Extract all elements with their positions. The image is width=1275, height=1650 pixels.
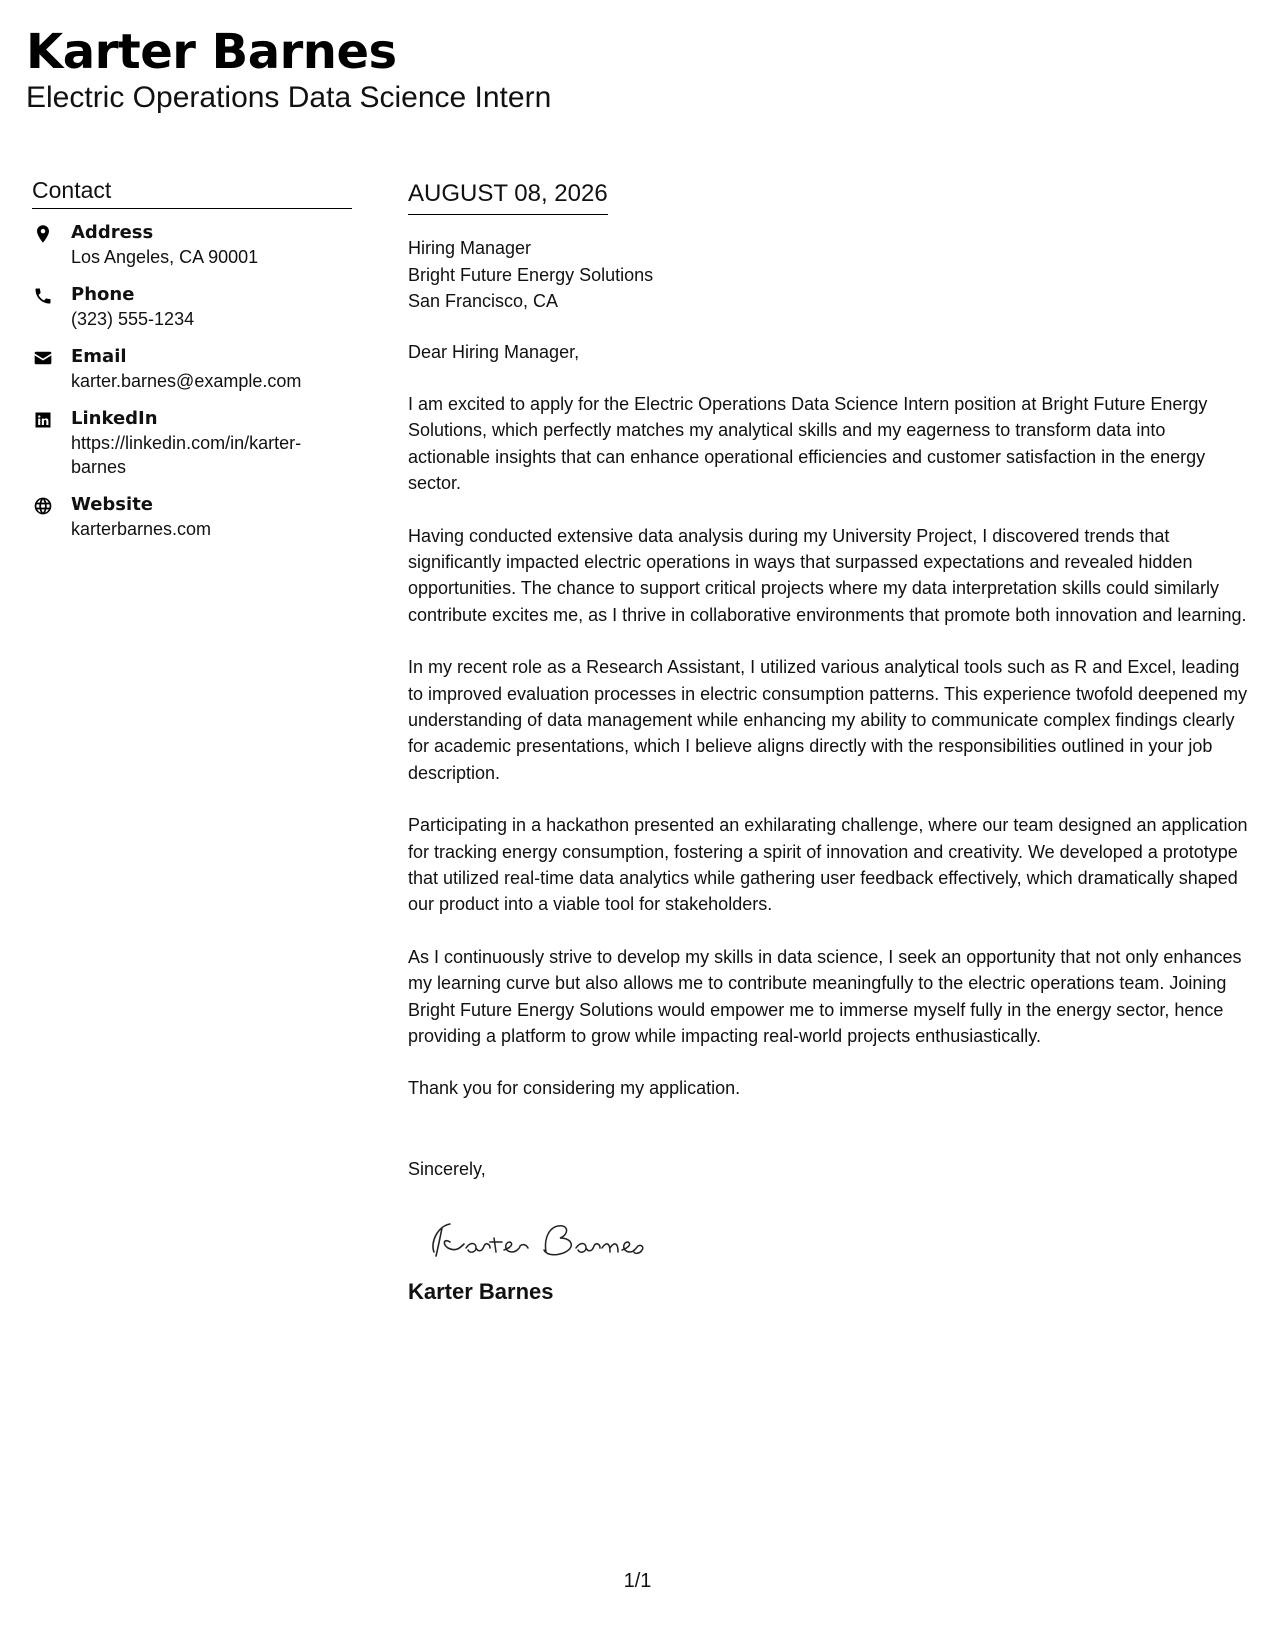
- signer-name: Karter Barnes: [408, 1279, 554, 1305]
- linkedin-link[interactable]: https://linkedin.com/in/karter-barnes: [71, 433, 302, 477]
- letter-paragraph: I am excited to apply for the Electric Operations Data Science Intern position at Bright Future Energy Solutions, which perfectly matches my analytical skills and my eagerness to transform data into actionable insights that can enhance operational efficiencies and customer satisfaction in the energy sector.: [408, 393, 1208, 494]
- applicant-name: Karter Barnes: [26, 24, 397, 80]
- letter-date: AUGUST 08, 2026: [408, 178, 608, 215]
- address-value: Los Angeles, CA 90001: [71, 247, 259, 267]
- email-link[interactable]: karter.barnes@example.com: [71, 371, 302, 391]
- recipient-line: Hiring Manager: [408, 238, 532, 258]
- contact-item-linkedin: [32, 407, 352, 479]
- phone-icon: [32, 285, 54, 307]
- contact-label: Email: [71, 346, 127, 367]
- globe-icon: [32, 495, 54, 517]
- contact-heading: Contact: [32, 176, 352, 209]
- recipient-block: [408, 235, 1248, 315]
- handwritten-signature: [420, 1208, 660, 1268]
- contact-sidebar: [32, 176, 352, 555]
- contact-label: LinkedIn: [71, 408, 158, 429]
- phone-value: (323) 555-1234: [71, 309, 195, 329]
- job-title: Electric Operations Data Science Intern: [26, 81, 552, 114]
- contact-label: Address: [71, 222, 154, 243]
- website-link[interactable]: karterbarnes.com: [71, 519, 212, 539]
- contact-item-phone: [32, 283, 352, 331]
- envelope-icon: [32, 347, 54, 369]
- contact-item-address: [32, 221, 352, 269]
- linkedin-icon: [32, 409, 54, 431]
- contact-label: Phone: [71, 284, 135, 305]
- map-pin-icon: [32, 223, 54, 245]
- letter-paragraph: Participating in a hackathon presented an exhilarating challenge, where our team designed an application for tracking energy consumption, fostering a spirit of innovation and creativity. We developed a prototype that utilized real-time data analytics while gathering user feedback effectively, which dramatically shaped our product into a viable tool for stakeholders.: [408, 815, 1248, 915]
- page-number: 1/1: [623, 1570, 652, 1592]
- contact-label: Website: [71, 494, 154, 515]
- letter-paragraph: In my recent role as a Research Assistant, I utilized various analytical tools such as R and Excel, leading to improved evaluation processes in electric consumption patterns. This experience twofold deepened my understanding of data management while enhancing my ability to communicate complex findings clearly for academic presentations, which I believe aligns directly with the responsibilities outlined in your job description.: [408, 657, 1248, 783]
- salutation: Dear Hiring Manager,: [408, 341, 580, 362]
- contact-item-email: [32, 345, 352, 393]
- recipient-line: San Francisco, CA: [408, 291, 559, 311]
- letter-paragraph: Having conducted extensive data analysis during my University Project, I discovered trends that significantly impacted electric operations in ways that surpassed expectations and revealed hidden opportunities. The chance to support critical projects where my data interpretation skills could similarly contribute excites me, as I thrive in collaborative environments that promote both innovation and learning.: [408, 525, 1247, 625]
- letter-paragraph: As I continuously strive to develop my skills in data science, I seek an opportunity that not only enhances my learning curve but also allows me to contribute meaningfully to the electric operations team. Joining Bright Future Energy Solutions would empower me to immerse myself fully in the energy sector, hence providing a platform to grow while impacting real-world projects enthusiastically.: [408, 946, 1242, 1047]
- recipient-line: Bright Future Energy Solutions: [408, 264, 654, 285]
- letter-header: [26, 22, 1226, 116]
- closing: Sincerely,: [408, 1158, 486, 1179]
- letter-paragraph: Thank you for considering my application.: [408, 1078, 741, 1099]
- letter-body: [408, 178, 1248, 1306]
- contact-item-website: [32, 493, 352, 541]
